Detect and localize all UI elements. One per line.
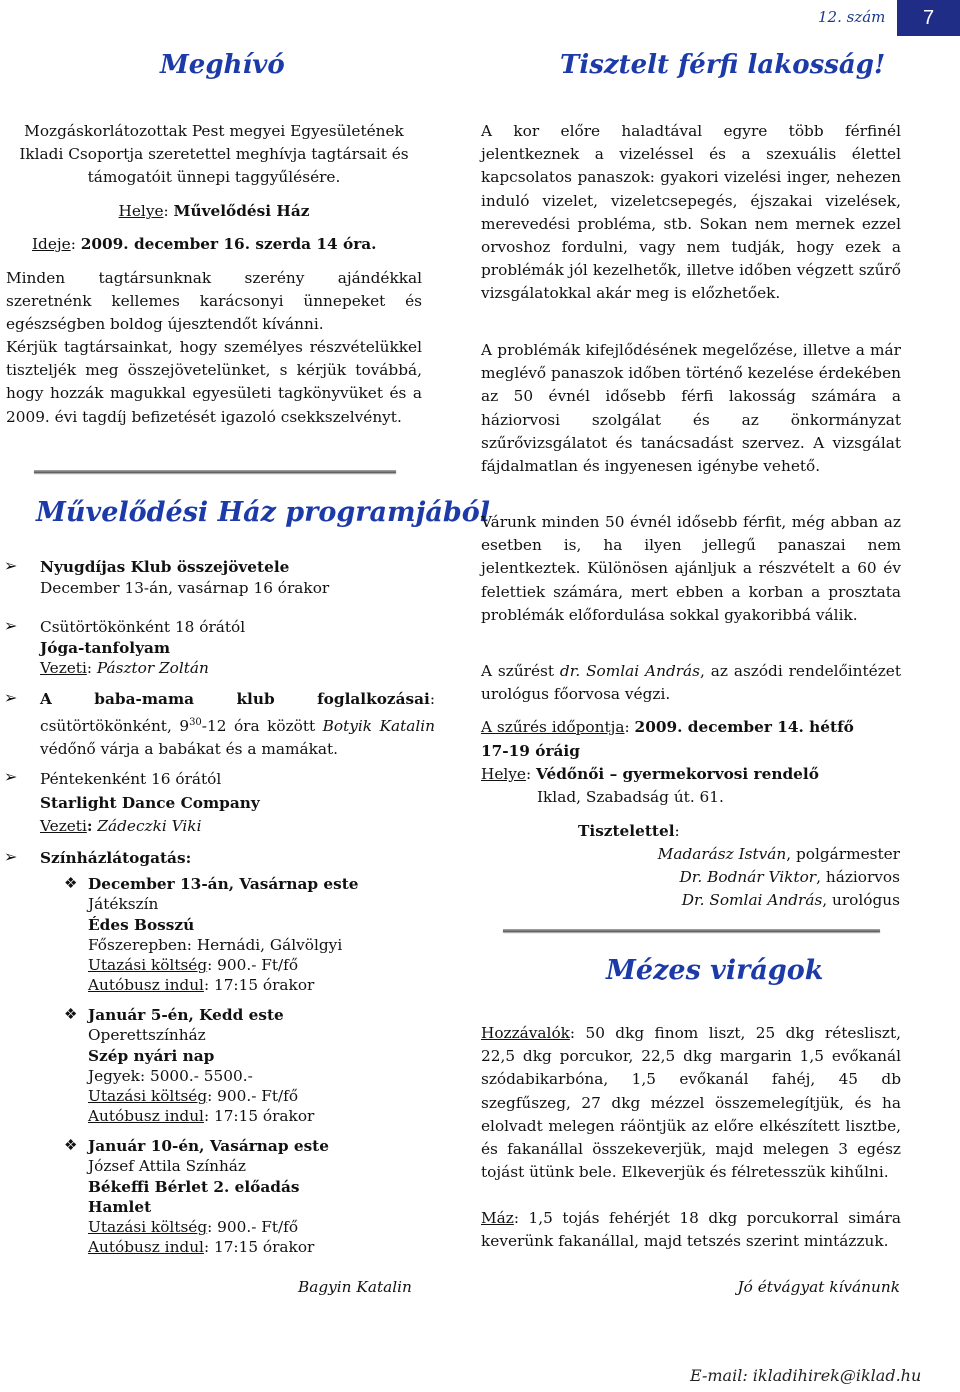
right-paragraph-1: A kor előre haladtával egyre több férfinél jelentkeznek a vizeléssel és a szexuális élettel kapcsolatos panaszok: gyakori vizelési inger, nehezen induló vizelet, vizeletcsepegés, éjszakai vizelések, merevedési probléma, stb. Sokan nem mernek ezzel orvoshoz fordulni, vagy nem tudják, hogy ezek a problémák jól kezelhetők, illetve időben végzett szűrő vizsgálatokkal akár meg is előzhetőek. (481, 122, 901, 303)
sig3-role: , urológus (822, 891, 900, 909)
sig2-name: Dr. Bodnár Viktor (679, 868, 817, 886)
screening-place-value: Védőnői – gyermekorvosi rendelő (536, 765, 819, 783)
right-title: Tisztelt férfi lakosság! (560, 50, 886, 80)
baby-mama-nurse: Botyik Katalin (322, 717, 436, 736)
ingredients-text: : 50 dkg finom liszt, 25 dkg rétesliszt, 22,5 dkg porcukor, 22,5 dkg margarin 1,5 evőkanál szódabikarbóna, 1,5 evőkanál fahéj, 45 db szegfűszeg, 27 dkg mézzel összemelegítjük, és ha elolvadt melegen ráöntjük az előre elkészített lisztbe, és fakanállal összekeverjük, majd melegen 3 egész tojást ütünk bele. Elkeverjük és félretesszük kihűlni. (481, 1024, 901, 1182)
dance-lead-label: Vezeti (40, 817, 87, 835)
dance-lead-name: Zádeczki Viki (97, 817, 202, 835)
theatre-play: Békeffi Bérlet 2. előadás (88, 1177, 300, 1196)
program-item-dance (40, 768, 435, 839)
regards: Tisztelettel: (578, 822, 680, 840)
divider-rule (503, 929, 880, 932)
right-paragraph-4 (481, 660, 901, 706)
yoga-lead-label: Vezeti (40, 659, 87, 677)
theatre-play: Édes Bosszú (88, 915, 195, 934)
time-label: Ideje (32, 235, 71, 253)
sig3-name: Dr. Somlai András (681, 891, 823, 909)
recipe-closing: Jó étvágyat kívánunk (737, 1278, 900, 1296)
screening-place-label: Helye (481, 765, 526, 783)
recipe-title: Mézes virágok (606, 955, 824, 986)
theatre-bus (88, 1237, 428, 1257)
cost-label: Utazási költség (88, 1218, 208, 1237)
invitation-intro: Mozgáskorlátozottak Pest megyei Egyesületének Ikladi Csoportja szeretettel meghívja tagtársait és támogatóit ünnepi taggyűlésére. (19, 122, 409, 187)
theatre-venue: József Attila Színház (88, 1157, 246, 1176)
theatre-venue: Játékszín (88, 895, 159, 914)
issue-number: 12. szám (818, 8, 886, 26)
yoga-time: Csütörtökönként 18 órától (40, 618, 246, 636)
yoga-lead-name: Pásztor Zoltán (96, 659, 209, 677)
arrow-bullet-icon: ➢ (4, 688, 18, 707)
p4-text-b: , az aszódi rendelőintézet urológus főorvosa végzi. (481, 662, 901, 704)
p4-text-a: A szűrést (481, 662, 560, 680)
footer-email: E-mail: ikladihirek@iklad.hu (690, 1366, 922, 1385)
diamond-bullet-icon: ❖ (64, 1005, 78, 1023)
cost-value: : 900.- Ft/fő (207, 1218, 299, 1237)
theatre-cost (88, 1086, 428, 1106)
bus-value: : 17:15 órakor (203, 1238, 315, 1257)
recipe-ingredients (481, 1022, 901, 1184)
theatre-title: Színházlátogatás: (40, 849, 192, 867)
theatre-play: Szép nyári nap (88, 1046, 215, 1065)
screening-date-value: 2009. december 14. hétfő (634, 718, 854, 736)
screening-hours: 17-19 óráig (481, 742, 580, 760)
theatre-item-3 (88, 1136, 428, 1258)
screening-date-label: A szűrés időpontja (481, 718, 625, 736)
right-paragraph-2: A problémák kifejlődésének megelőzése, illetve a már meglévő panaszok időben történő kezelése érdekében az 50 évnél idősebb férfi lakosság számára a háziorvosi szolgálat és az önkormányzat szűrővizsgálatot és tanácsadást szervez. A vizsgálat fájdalmatlan és ingyenesen igénybe vehető. (481, 341, 901, 476)
cost-value: : 900.- Ft/fő (207, 956, 299, 975)
arrow-bullet-icon: ➢ (4, 767, 18, 786)
signature-3 (560, 889, 900, 912)
club-title: Nyugdíjas Klub összejövetele (40, 558, 290, 576)
theatre-cost (88, 955, 428, 975)
program-item-club (40, 557, 435, 598)
invitation-wish: Minden tagtársunknak szerény ajándékkal szeretnénk kellemes karácsonyi ünnepeket és egészségben boldog újesztendőt kívánni. (6, 269, 422, 334)
baby-mama-title: A baba-mama klub foglalkozásai (40, 690, 430, 708)
invitation-time: Ideje: 2009. december 16. szerda 14 óra. (32, 235, 377, 253)
theatre-bus (88, 975, 428, 995)
dance-title: Starlight Dance Company (40, 793, 260, 812)
yoga-lead: Vezeti: Pásztor Zoltán (40, 659, 209, 677)
club-time: December 13-án, vasárnap 16 órakor (40, 578, 330, 597)
arrow-bullet-icon: ➢ (4, 847, 18, 866)
invitation-request: Kérjük tagtársainkat, hogy személyes részvételükkel tiszteljék meg összejövetelünket, s kérjük továbbá, hogy hozzák magukkal egyesületi tagkönyvüket és a 2009. évi tagdíj befizetését igazoló csekkszelvényt. (6, 338, 422, 426)
screening-address: Iklad, Szabadság út. 61. (537, 788, 724, 806)
sig2-role: , háziorvos (816, 868, 900, 886)
bus-label: Autóbusz indul (88, 1107, 204, 1126)
theatre-extra: Főszerepben: Hernádi, Gálvölgyi (88, 935, 343, 954)
divider-rule (34, 470, 396, 473)
dance-time: Péntekenként 16 órától (40, 770, 222, 788)
baby-mama-sup: 30 (189, 717, 202, 728)
screening-place: Helye: Védőnői – gyermekorvosi rendelő (481, 765, 819, 783)
baby-mama-text-c: védőnő várja a babákat és a mamákat. (40, 740, 339, 759)
program-item-baby-mama (40, 688, 435, 761)
arrow-bullet-icon: ➢ (4, 556, 18, 575)
screening-date: A szűrés időpontja: 2009. december 14. hétfő (481, 718, 854, 736)
theatre-extra: Hamlet (88, 1197, 152, 1216)
theatre-item-2 (88, 1005, 428, 1127)
signature-1 (560, 843, 900, 866)
bus-label: Autóbusz indul (88, 976, 204, 995)
baby-mama-text-a: : csütörtökönként, 9 (40, 690, 435, 736)
bus-label: Autóbusz indul (88, 1238, 204, 1257)
left-signature: Bagyin Katalin (298, 1278, 412, 1296)
recipe-glaze (481, 1207, 901, 1253)
theatre-cost (88, 1217, 428, 1237)
bus-value: : 17:15 órakor (203, 976, 315, 995)
glaze-text: : 1,5 tojás fehérjét 18 dkg porcukorral simára keverünk fakanállal, majd tetszés szerint mintázzuk. (481, 1209, 901, 1251)
page-number: 7 (897, 0, 960, 36)
theatre-date: December 13-án, Vasárnap este (88, 875, 359, 893)
glaze-label: Máz (481, 1209, 514, 1227)
time-value: 2009. december 16. szerda 14 óra. (80, 235, 377, 253)
theatre-item-1 (88, 874, 428, 996)
program-item-yoga (40, 617, 435, 679)
cost-label: Utazási költség (88, 1087, 208, 1106)
right-paragraph-3: Várunk minden 50 évnél idősebb férfit, még abban az esetben is, ha ilyen jellegű panaszai nem jelentkeztek. Különösen ajánljuk a részvételt a 60 év felettiek számára, mert ebben a korban a prosztata problémák előfordulása sokkal gyakoribbá válik. (481, 513, 901, 624)
bus-value: : 17:15 órakor (203, 1107, 315, 1126)
theatre-extra: Jegyek: 5000.- 5500.- (88, 1066, 253, 1085)
yoga-title: Jóga-tanfolyam (40, 638, 171, 657)
arrow-bullet-icon: ➢ (4, 616, 18, 635)
place-label: Helye (118, 202, 164, 220)
cost-label: Utazási költség (88, 956, 208, 975)
theatre-date: Január 5-én, Kedd este (88, 1006, 284, 1024)
theatre-bus (88, 1106, 428, 1126)
invitation-title: Meghívó (160, 50, 285, 80)
cost-value: : 900.- Ft/fő (207, 1087, 299, 1106)
ingredients-label: Hozzávalók (481, 1024, 570, 1042)
invitation-place: Helye: Művelődési Ház (118, 202, 310, 220)
theatre-venue: Operettszínház (88, 1026, 206, 1045)
p4-doctor: dr. Somlai András (559, 662, 701, 680)
program-title: Művelődési Ház programjából (36, 497, 490, 528)
place-value: Művelődési Ház (173, 202, 310, 220)
diamond-bullet-icon: ❖ (64, 874, 78, 892)
dance-lead: Vezeti: Zádeczki Viki (40, 817, 202, 835)
sig1-name: Madarász István (657, 845, 787, 863)
baby-mama-text-b: -12 óra között (201, 717, 323, 736)
regards-label: Tisztelettel (578, 822, 675, 840)
sig1-role: , polgármester (786, 845, 900, 863)
diamond-bullet-icon: ❖ (64, 1136, 78, 1154)
signature-2 (560, 866, 900, 889)
theatre-date: Január 10-én, Vasárnap este (88, 1137, 329, 1155)
